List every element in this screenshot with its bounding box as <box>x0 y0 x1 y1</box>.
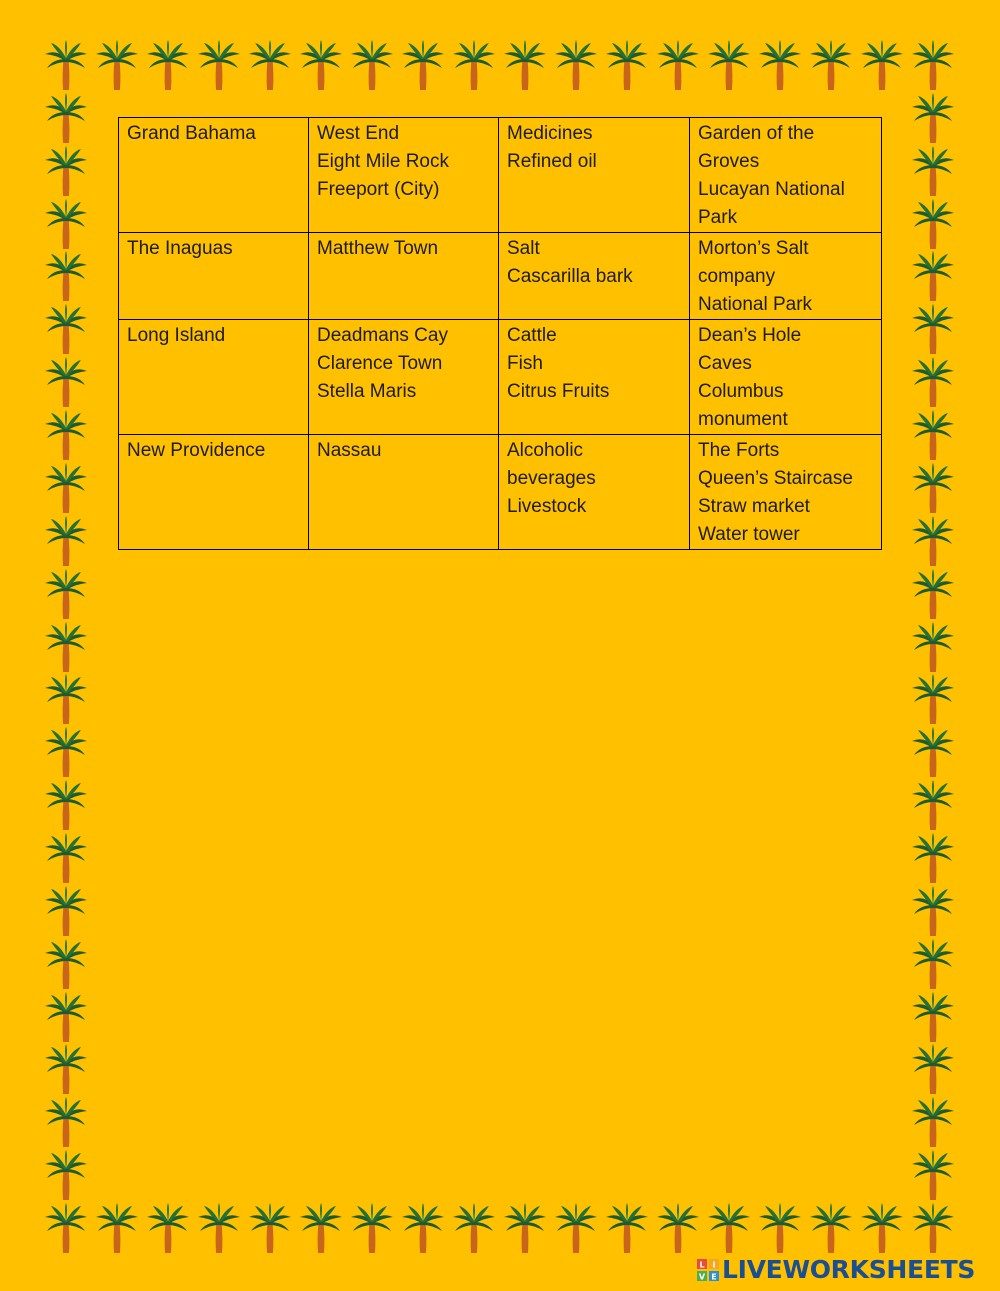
settlements-cell <box>309 320 499 435</box>
cell-text: Freeport (City) <box>317 179 440 200</box>
island-cell <box>119 118 309 233</box>
cell-text: Clarence Town <box>317 353 443 374</box>
island-cell <box>119 435 309 550</box>
attractions-cell <box>690 320 882 435</box>
liveworksheets-watermark <box>697 1255 975 1285</box>
cell-text: The Inaguas <box>127 238 233 259</box>
cell-text: Cattle <box>507 325 557 346</box>
cell-text: Fish <box>507 353 543 374</box>
cell-text: Medicines <box>507 123 593 144</box>
cell-text: Caves <box>698 353 752 374</box>
cell-text: Lucayan National <box>698 179 845 200</box>
cell-text: Livestock <box>507 496 587 517</box>
cell-text: Refined oil <box>507 151 597 172</box>
products-cell <box>499 320 690 435</box>
liveworksheets-logo-icon <box>697 1259 719 1281</box>
settlements-cell <box>309 435 499 550</box>
cell-text: company <box>698 266 776 287</box>
cell-text: Park <box>698 207 738 228</box>
cell-text: Alcoholic <box>507 440 584 461</box>
cell-text: Stella Maris <box>317 381 417 402</box>
table-row <box>119 233 882 320</box>
cell-text: Grand Bahama <box>127 123 256 144</box>
cell-text: West End <box>317 123 400 144</box>
table-row <box>119 118 882 233</box>
cell-text: New Providence <box>127 440 266 461</box>
cell-text: Morton’s Salt <box>698 238 809 259</box>
cell-text: Long Island <box>127 325 226 346</box>
table-row <box>119 320 882 435</box>
islands-table <box>118 117 882 550</box>
products-cell <box>499 118 690 233</box>
cell-text: Groves <box>698 151 760 172</box>
cell-text: Deadmans Cay <box>317 325 448 346</box>
cell-text: Nassau <box>317 440 382 461</box>
cell-text: Straw market <box>698 496 810 517</box>
products-cell <box>499 233 690 320</box>
cell-text: Water tower <box>698 524 800 545</box>
settlements-cell <box>309 118 499 233</box>
cell-text: Garden of the <box>698 123 815 144</box>
cell-text: Matthew Town <box>317 238 439 259</box>
svg-text:I: I <box>712 1260 716 1270</box>
cell-text: Citrus Fruits <box>507 381 610 402</box>
cell-text: Queen’s Staircase <box>698 468 853 489</box>
cell-text: Eight Mile Rock <box>317 151 449 172</box>
cell-text: beverages <box>507 468 596 489</box>
cell-text: The Forts <box>698 440 780 461</box>
watermark-text: LIVEWORKSHEETS <box>722 1255 976 1284</box>
svg-text:V: V <box>698 1272 706 1281</box>
table-row <box>119 435 882 550</box>
svg-text:E: E <box>711 1272 717 1281</box>
cell-text: Columbus <box>698 381 784 402</box>
cell-text: National Park <box>698 294 813 315</box>
cell-text: monument <box>698 409 788 430</box>
products-cell <box>499 435 690 550</box>
attractions-cell <box>690 435 882 550</box>
attractions-cell <box>690 233 882 320</box>
svg-text:L: L <box>699 1260 705 1270</box>
attractions-cell <box>690 118 882 233</box>
island-cell <box>119 320 309 435</box>
cell-text: Dean’s Hole <box>698 325 802 346</box>
settlements-cell <box>309 233 499 320</box>
cell-text: Salt <box>507 238 540 259</box>
cell-text: Cascarilla bark <box>507 266 633 287</box>
island-cell <box>119 233 309 320</box>
